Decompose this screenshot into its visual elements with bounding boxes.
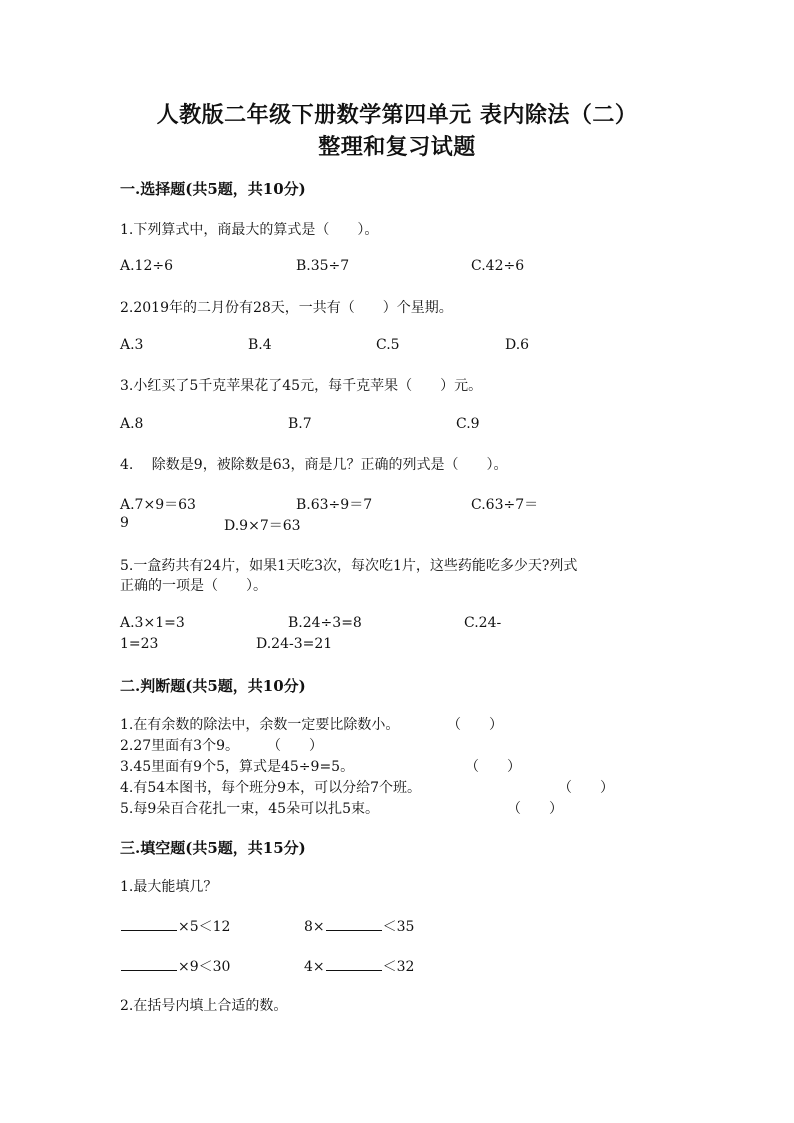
- question-3: 3.小红买了5千克苹果花了45元，每千克苹果（ ）元。: [120, 378, 483, 394]
- q5-option-c-wrap: 1=23: [120, 636, 159, 652]
- tf-item-4: 4.有54本图书，每个班分9本，可以分给7个班。: [120, 780, 421, 796]
- q5-option-a: A.3×1=3: [120, 615, 185, 631]
- section-1-heading: 一.选择题(共5题，共10分): [120, 180, 306, 198]
- q4-option-a: A.7×9＝63: [120, 497, 196, 513]
- q1-option-b: B.35÷7: [296, 258, 350, 274]
- q2-option-c: C.5: [376, 337, 400, 353]
- q2-option-b: B.4: [248, 337, 272, 353]
- q3-option-a: A.8: [120, 416, 144, 432]
- fill-row-1-left: [120, 916, 230, 936]
- answer-blank[interactable]: [121, 958, 177, 971]
- answer-blank[interactable]: [326, 918, 382, 931]
- q1-option-c: C.42÷6: [471, 258, 525, 274]
- q4-option-b: B.63÷9＝7: [296, 497, 373, 513]
- q5-option-c: C.24-: [464, 615, 502, 631]
- fill-row-2-right: [304, 956, 414, 976]
- fill-row-2-right-suffix: ＜32: [382, 959, 415, 975]
- tf-item-2: 2.27里面有3个9。: [120, 738, 239, 754]
- tf-item-4-bracket: （ ）: [558, 780, 614, 796]
- fill-row-2-left-expr: ×9＜30: [178, 959, 231, 975]
- title-line-1: 人教版二年级下册数学第四单元 表内除法（二）: [156, 102, 638, 128]
- q1-option-a: A.12÷6: [120, 258, 174, 274]
- tf-item-5: 5.每9朵百合花扎一束，45朵可以扎5束。: [120, 801, 379, 817]
- q3-option-c: C.9: [456, 416, 480, 432]
- question-1: 1.下列算式中，商最大的算式是（ ）。: [120, 222, 379, 238]
- fill-row-2-left: [120, 956, 230, 976]
- title-line-2: 整理和复习试题: [318, 134, 476, 160]
- answer-blank[interactable]: [326, 958, 382, 971]
- fill-row-1-left-expr: ×5＜12: [178, 919, 231, 935]
- fill-question-1: 1.最大能填几？: [120, 879, 218, 895]
- q3-option-b: B.7: [288, 416, 312, 432]
- fill-row-2-right-prefix: 4×: [304, 959, 325, 975]
- q4-option-d: D.9×7＝63: [224, 518, 301, 534]
- tf-item-1: 1.在有余数的除法中，余数一定要比除数小。: [120, 717, 400, 733]
- tf-item-3: 3.45里面有9个5，算式是45÷9=5。: [120, 759, 355, 775]
- q5-option-b: B.24÷3=8: [288, 615, 362, 631]
- tf-item-3-bracket: （ ）: [465, 759, 521, 775]
- answer-blank[interactable]: [121, 918, 177, 931]
- fill-row-1-right-suffix: ＜35: [382, 919, 415, 935]
- tf-item-5-bracket: （ ）: [507, 801, 563, 817]
- section-2-heading: 二.判断题(共5题，共10分): [120, 677, 306, 695]
- q2-option-d: D.6: [505, 337, 530, 353]
- fill-question-2: 2.在括号内填上合适的数。: [120, 998, 288, 1014]
- question-4: 4. 除数是9，被除数是63，商是几？正确的列式是（ ）。: [120, 457, 508, 473]
- q4-option-c-wrap: 9: [120, 515, 129, 531]
- section-3-heading: 三.填空题(共5题，共15分): [120, 839, 306, 857]
- fill-row-1-right: [304, 916, 414, 936]
- q5-option-d: D.24-3=21: [256, 636, 333, 652]
- q4-option-c: C.63÷7＝: [471, 497, 539, 513]
- tf-item-2-bracket: （ ）: [267, 738, 323, 754]
- question-5-line-2: 正确的一项是（ ）。: [120, 578, 267, 594]
- q2-option-a: A.3: [120, 337, 144, 353]
- fill-row-1-right-prefix: 8×: [304, 919, 325, 935]
- tf-item-1-bracket: （ ）: [447, 717, 503, 733]
- question-5: 5.一盒药共有24片，如果1天吃3次，每次吃1片，这些药能吃多少天?列式: [120, 558, 578, 574]
- question-2: 2.2019年的二月份有28天，一共有（ ）个星期。: [120, 300, 453, 316]
